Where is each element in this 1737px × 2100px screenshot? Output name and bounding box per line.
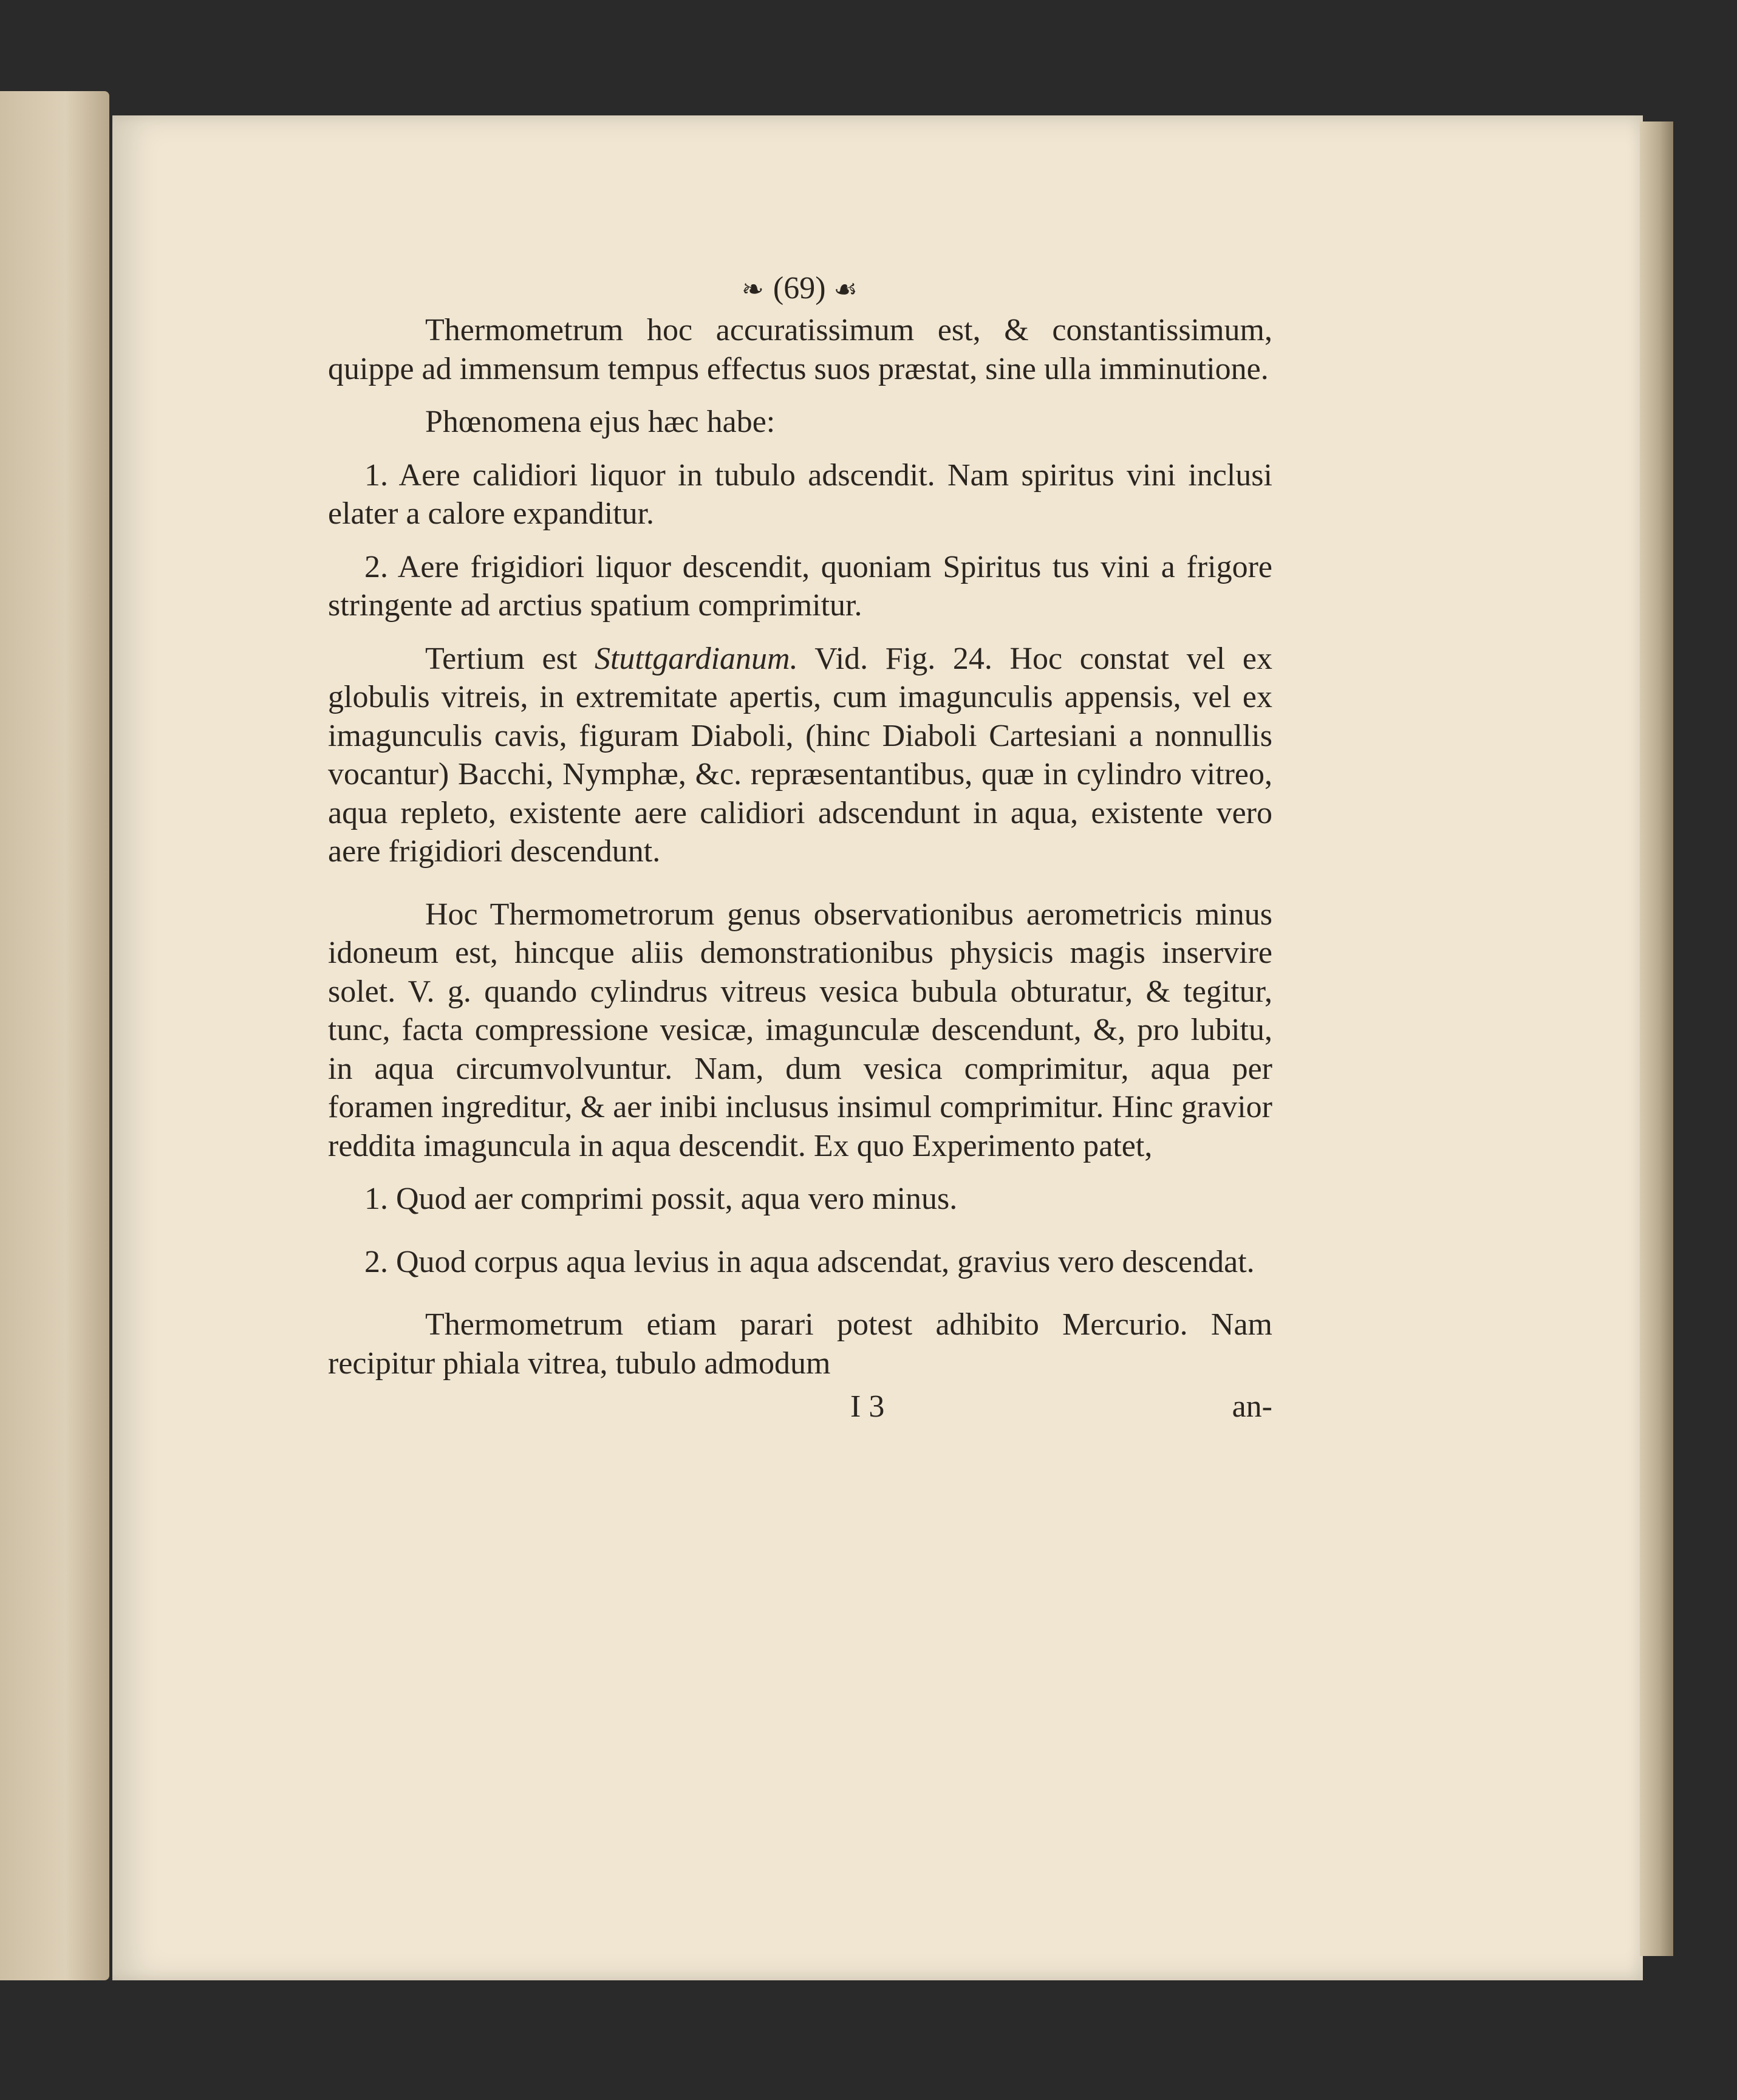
page-footer [328,1387,1272,1426]
ornament-right-icon: ☙ [833,275,859,304]
paragraph-3-start: Tertium est [425,641,595,676]
ornament-left-icon: ❧ [742,275,765,304]
list-item-4: 2. Quod corpus aqua levius in aqua adscendat, gravius vero descendat. [364,1244,1255,1279]
paragraph-3 [328,640,1272,871]
paragraph-4: Hoc Thermometrorum genus observationibus aerometricis minus idoneum est, hincque aliis demonstrationibus physicis magis inservire solet. V. g. quando cylindrus vitreus vesica bubula obturatur, & tegitur, tunc, facta compressione vesicæ, imagunculæ descendunt, &, pro lubitu, in aqua circumvolvuntur. Nam, dum vesica comprimitur, aqua per foramen ingreditur, & aer inibi inclusus insimul comprimitur. Hinc gravior reddita imagunculа in aqua descendit. Ex quo Experimento patet, [328,897,1272,1163]
page-stack-edge [1640,121,1673,1956]
running-header [328,267,1272,311]
page-number: (69) [773,271,826,306]
list-item-3: 1. Quod aer comprimi possit, aqua vero minus. [364,1182,958,1216]
facing-page-edge [0,91,109,1980]
stuttgardianum-term: Stuttgardianum. [594,641,798,676]
page-text [328,267,1272,1426]
list-item-1: 1. Aere calidiori liquor in tubulo adscendit. Nam spiritus vini inclusi elater a calore expanditur. [328,457,1272,531]
signature-mark: I 3 [850,1389,885,1424]
paragraph-2: Phœnomena ejus hæc habe: [425,405,776,439]
paragraph-3-rest: Vid. Fig. 24. Hoc constat vel ex globulis vitreis, in extremitate apertis, cum imagunculis appensis, vel ex imagunculis cavis, figuram Diaboli, (hinc Diaboli Cartesiani a nonnullis vocantur) Bacchi, Nymphæ, &c. repræsentantibus, quæ in cylindro vitreo, aqua repleto, existente aere calidiori adscendunt in aqua, existente vero aere frigidiori descendunt. [328,641,1272,869]
catchword: an- [1232,1389,1272,1424]
list-item-2: 2. Aere frigidiori liquor descendit, quoniam Spiritus tus vini a frigore stringente ad arctius spatium comprimitur. [328,549,1272,623]
paragraph-1: Thermometrum hoc accuratissimum est, & constantissimum, quippe ad immensum tempus effectus suos præstat, sine ulla imminutione. [328,313,1272,386]
paragraph-5: Thermometrum etiam parari potest adhibito Mercurio. Nam recipitur phiala vitrea, tubulo admodum [328,1307,1272,1381]
